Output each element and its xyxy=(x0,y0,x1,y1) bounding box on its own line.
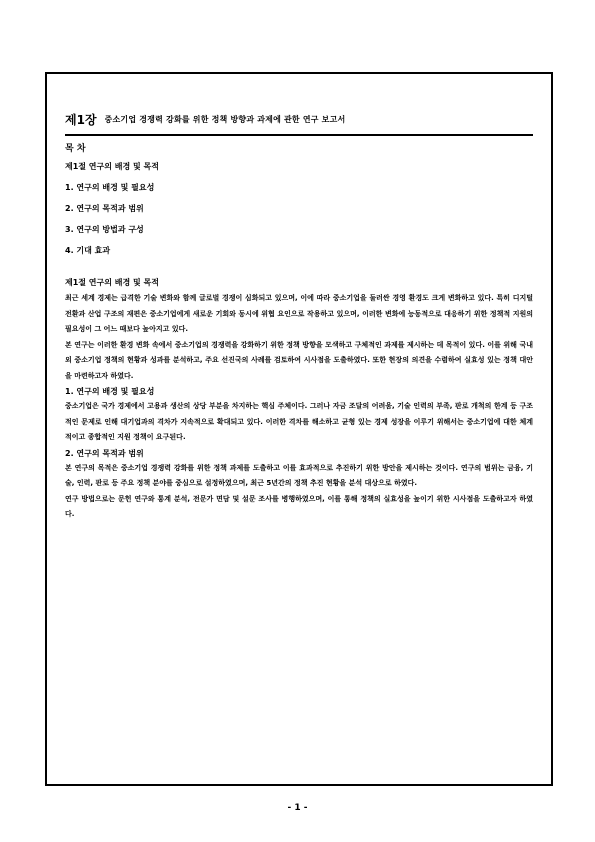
toc-item: 2. 연구의 목적과 범위 xyxy=(65,204,144,213)
body-paragraph: 본 연구의 목적은 중소기업 경쟁력 강화를 위한 정책 과제를 도출하고 이를 효과적으로 추진하기 위한 방안을 제시하는 것이다. 연구의 범위는 금융, 기술, 인력, 판로 등 주요 정책 분야를 중심으로 설정하였으며, 최근 5년간의 정책 추진 현황을 분석 대상으로 하였다. xyxy=(65,463,533,487)
toc-heading: 목 차 xyxy=(65,144,86,154)
page-number: - 1 - xyxy=(287,803,308,813)
chapter-title-row xyxy=(65,110,533,128)
body-paragraph: 최근 세계 경제는 급격한 기술 변화와 함께 글로벌 경쟁이 심화되고 있으며, 이에 따라 중소기업을 둘러싼 경영 환경도 크게 변화하고 있다. 특히 디지털 전환과 산업 구조의 재편은 중소기업에게 새로운 기회와 동시에 위협 요인으로 작용하고 있으며, 이러한 변화에 능동적으로 대응하기 위한 정책적 지원의 필요성이 그 어느 때보다 높아지고 있다. xyxy=(65,294,533,333)
toc-item: 3. 연구의 방법과 구성 xyxy=(65,225,144,234)
page-frame xyxy=(45,72,553,786)
toc-item: 4. 기대 효과 xyxy=(65,246,111,255)
toc-item: 제1절 연구의 배경 및 목적 xyxy=(65,162,159,171)
title-rule xyxy=(65,134,533,136)
body-paragraph: 연구 방법으로는 문헌 연구와 통계 분석, 전문가 면담 및 설문 조사를 병행하였으며, 이를 통해 정책의 실효성을 높이기 위한 시사점을 도출하고자 하였다. xyxy=(65,494,533,518)
page-content xyxy=(65,110,533,523)
subsection-title: 1. 연구의 배경 및 필요성 xyxy=(65,387,155,396)
body-paragraph: 중소기업은 국가 경제에서 고용과 생산의 상당 부분을 차지하는 핵심 주체이다. 그러나 자금 조달의 어려움, 기술 인력의 부족, 판로 개척의 한계 등 구조적인 문제로 인해 대기업과의 격차가 지속적으로 확대되고 있다. 이러한 격차를 해소하고 균형 있는 경제 성장을 이루기 위해서는 중소기업에 대한 체계적이고 종합적인 지원 정책이 요구된다. xyxy=(65,402,533,441)
subsection-title: 2. 연구의 목적과 범위 xyxy=(65,448,144,458)
chapter-number: 제1장 xyxy=(65,112,97,127)
section-title: 제1절 연구의 배경 및 목적 xyxy=(65,278,159,287)
body-paragraph: 본 연구는 이러한 환경 변화 속에서 중소기업의 경쟁력을 강화하기 위한 정책 방향을 모색하고 구체적인 과제를 제시하는 데 목적이 있다. 이를 위해 국내외 중소기업 정책의 현황과 성과를 분석하고, 주요 선진국의 사례를 검토하여 시사점을 도출하였다. 또한 현장의 의견을 수렴하여 실효성 있는 정책 대안을 마련하고자 하였다. xyxy=(65,340,533,380)
toc-item: 1. 연구의 배경 및 필요성 xyxy=(65,183,155,192)
chapter-title: 중소기업 경쟁력 강화를 위한 정책 방향과 과제에 관한 연구 보고서 xyxy=(104,114,346,124)
